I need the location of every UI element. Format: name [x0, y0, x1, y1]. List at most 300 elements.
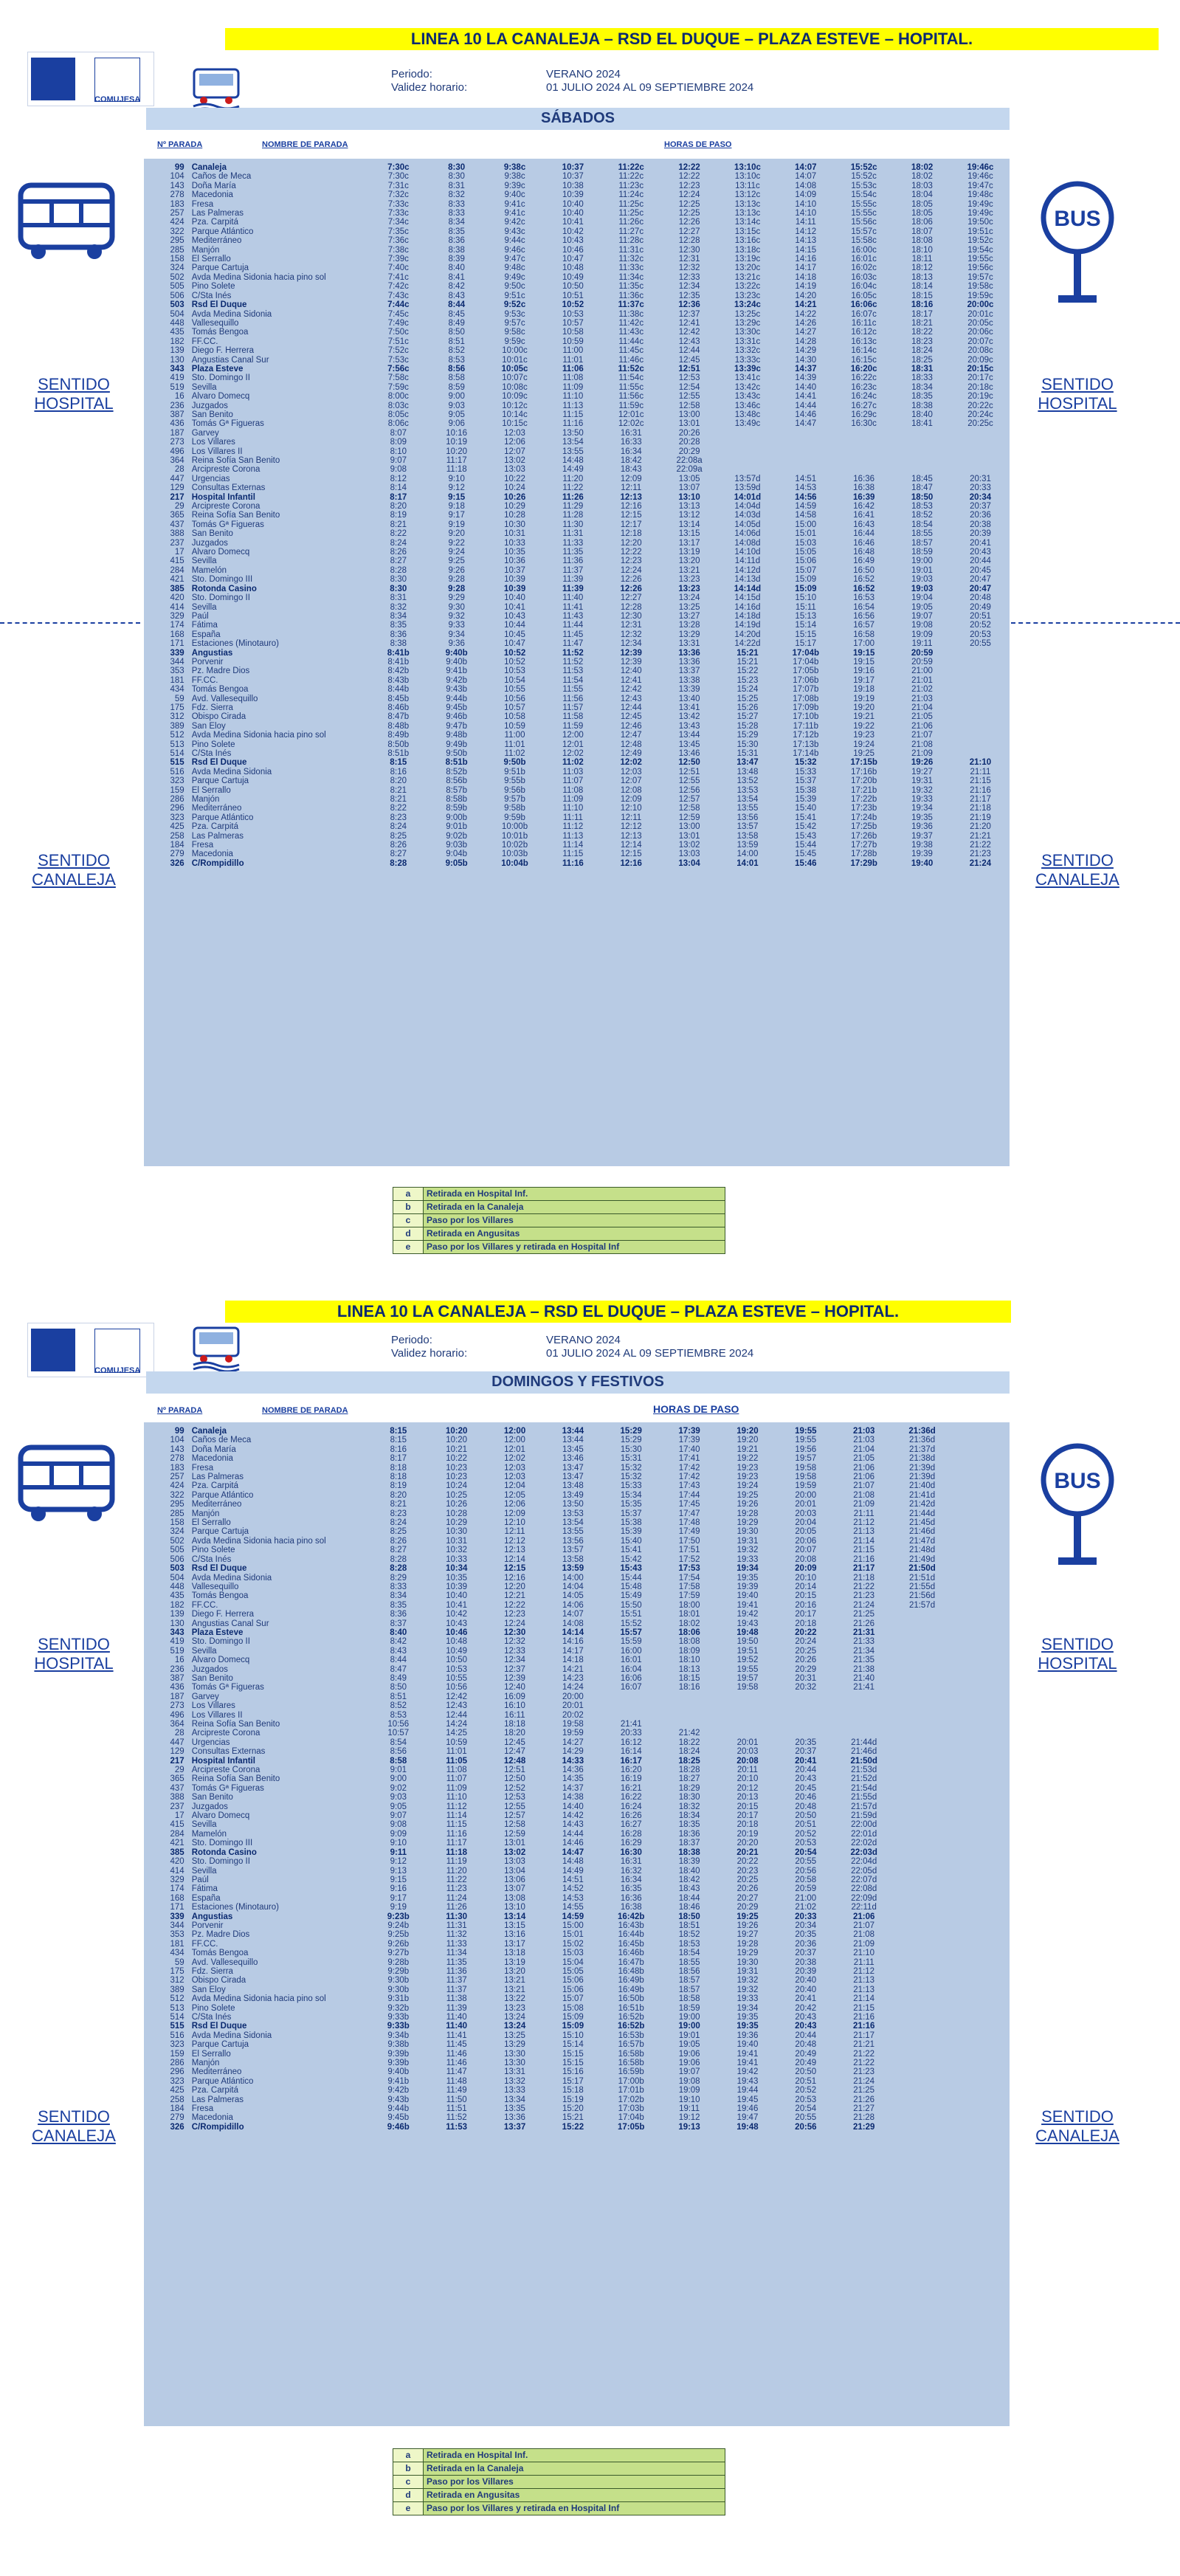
- pass-time: 16:04c: [851, 282, 877, 292]
- pass-time: 20:04: [795, 1518, 817, 1528]
- stop-name: Juzgados: [191, 1664, 228, 1674]
- pass-time: 21:13: [853, 1976, 875, 1986]
- legend-row: [393, 1214, 725, 1227]
- stop-name: San Benito: [191, 410, 233, 419]
- stop-name: Avda Medina Sidonia: [191, 767, 272, 776]
- legend-row: [393, 2502, 725, 2515]
- pass-time: 14:55: [562, 1903, 584, 1912]
- pass-time: 11:22c: [618, 172, 644, 182]
- table-row: [144, 1610, 1010, 1619]
- pass-time: 13:19: [678, 548, 700, 557]
- pass-time: 18:57: [911, 538, 933, 548]
- pass-time: 20:43: [795, 2022, 817, 2031]
- pass-time: 19:56: [795, 1444, 817, 1454]
- pass-time: 19:41: [736, 1600, 759, 1610]
- pass-time: 13:32: [504, 2076, 525, 2086]
- pass-time: [951, 749, 1010, 758]
- pass-time: [893, 2067, 951, 2076]
- pass-time: 11:08: [446, 1766, 467, 1775]
- pass-time: 13:14c: [734, 218, 761, 227]
- pass-time: 20:22: [736, 1857, 759, 1867]
- stop-number: 171: [170, 639, 184, 649]
- stop-number: 323: [170, 776, 184, 786]
- pass-time: 19:24: [853, 740, 875, 749]
- pass-time: 12:13: [620, 831, 642, 841]
- pass-time: [951, 1527, 1010, 1536]
- pass-time: 11:19: [446, 1857, 467, 1867]
- stop-number: 504: [170, 1573, 184, 1583]
- pass-time: 18:34: [911, 382, 933, 392]
- pass-time: 7:59c: [387, 382, 409, 392]
- pass-time: 17:47: [678, 1509, 700, 1518]
- pass-time: 21:48d: [908, 1546, 936, 1555]
- pass-time: 14:59: [795, 502, 817, 512]
- stop-number: 182: [170, 1600, 184, 1610]
- pass-time: [951, 465, 1010, 474]
- pass-time: [893, 1884, 951, 1893]
- pass-time: 18:59: [911, 548, 933, 557]
- stop-number: 365: [170, 511, 184, 520]
- pass-time: [951, 1757, 1010, 1766]
- pass-time: 9:00: [390, 1774, 407, 1784]
- stop-name: Canaleja: [191, 1427, 227, 1436]
- pass-time: 21:42: [678, 1729, 700, 1738]
- pass-time: 15:54c: [851, 190, 877, 200]
- pass-time: 9:40b: [445, 648, 468, 658]
- pass-time: 11:47: [446, 2067, 467, 2077]
- pass-time: 14:05: [562, 1591, 584, 1601]
- legend-value: Paso por los Villares y retirada en Hospital Inf: [424, 2502, 725, 2515]
- pass-time: 20:20: [736, 1839, 759, 1848]
- pass-time: 13:17: [504, 1939, 525, 1949]
- pass-time: 8:26: [390, 1536, 407, 1546]
- stop-number: 143: [170, 1444, 184, 1454]
- pass-time: 12:53: [504, 1793, 525, 1802]
- table-row: [144, 2004, 1010, 2013]
- pass-time: 11:03: [562, 767, 584, 776]
- table-row: [144, 1445, 1010, 1454]
- pass-time: 19:40: [911, 858, 934, 868]
- pass-time: 20:48: [795, 2040, 817, 2050]
- pass-time: [951, 1994, 1010, 2003]
- table-row: [144, 1637, 1010, 1646]
- pass-time: [776, 456, 835, 465]
- stop-name: Reina Sofía San Benito: [191, 456, 280, 465]
- pass-time: 13:30: [504, 2059, 525, 2068]
- pass-time: 21:26: [853, 2095, 875, 2104]
- pass-time: 14:20: [795, 291, 817, 300]
- pass-time: 19:48c: [967, 190, 993, 200]
- stop-name: Tomás Gª Figueras: [191, 520, 264, 529]
- pass-time: 16:52b: [618, 2013, 644, 2022]
- pass-time: 11:02: [504, 749, 525, 758]
- pass-time: 11:18: [446, 1847, 468, 1857]
- stop-number: 414: [170, 602, 184, 612]
- pass-time: 13:21: [504, 1985, 525, 1994]
- pass-time: 11:27c: [618, 227, 644, 236]
- pass-time: 9:28: [448, 584, 466, 593]
- stop-number: 448: [170, 318, 184, 328]
- pass-time: 7:52c: [387, 346, 409, 356]
- pass-time: 19:31: [911, 776, 933, 786]
- pass-time: 8:32: [448, 190, 465, 200]
- stop-number: 516: [170, 2031, 184, 2040]
- pass-time: 18:44: [678, 1893, 700, 1903]
- pass-time: 18:38: [678, 1847, 700, 1857]
- pass-time: 8:51b: [445, 758, 468, 768]
- periodo-value: VERANO 2024: [546, 1334, 621, 1346]
- stop-name: Mediterráneo: [191, 804, 242, 813]
- pass-time: 9:06: [448, 419, 465, 429]
- pass-time: 21:49d: [908, 1554, 936, 1564]
- pass-time: 13:24: [504, 2013, 525, 2022]
- pass-time: 13:21c: [734, 272, 761, 282]
- stop-number: 168: [170, 630, 184, 639]
- stop-number: 421: [170, 1839, 184, 1848]
- pass-time: 7:39c: [387, 255, 409, 264]
- pass-time: 12:43: [678, 337, 700, 346]
- pass-time: 13:23: [504, 2003, 525, 2013]
- legend-key: a: [393, 1188, 424, 1201]
- pass-time: 11:12: [446, 1802, 467, 1811]
- pass-time: 11:36: [562, 557, 584, 566]
- stop-number: 385: [170, 1847, 184, 1857]
- table-row: [144, 2104, 1010, 2113]
- stop-number: 513: [170, 2003, 184, 2013]
- pass-time: 19:55: [795, 1427, 817, 1436]
- pass-time: [951, 1921, 1010, 1930]
- pass-time: [719, 429, 777, 438]
- pass-time: 16:01c: [851, 255, 877, 264]
- pass-time: 12:23: [504, 1610, 525, 1619]
- legend-key: c: [393, 2476, 424, 2489]
- pass-time: [893, 2013, 951, 2022]
- pass-time: 21:08: [911, 740, 933, 749]
- pass-time: 17:23b: [851, 804, 877, 813]
- pass-time: [951, 667, 1010, 675]
- pass-time: 21:31: [852, 1628, 875, 1637]
- pass-time: 11:52: [446, 2113, 467, 2123]
- pass-time: 17:59: [678, 1591, 700, 1601]
- pass-time: 10:30: [446, 1527, 468, 1537]
- stop-number: 339: [170, 1912, 184, 1921]
- pass-time: 14:01: [736, 858, 759, 868]
- pass-time: 10:28: [446, 1509, 468, 1518]
- pass-time: 21:47d: [908, 1536, 936, 1546]
- stop-name: Las Palmeras: [191, 2095, 244, 2104]
- bus-front-icon: [15, 1443, 118, 1524]
- pass-time: [893, 1930, 951, 1939]
- pass-time: 11:43c: [618, 328, 644, 337]
- pass-time: 10:42: [446, 1610, 468, 1619]
- pass-time: 17:48: [678, 1518, 700, 1528]
- pass-time: 20:16: [795, 1600, 817, 1610]
- table-row: [144, 1537, 1010, 1546]
- pass-time: [951, 1500, 1010, 1509]
- stop-number: 496: [170, 1710, 184, 1720]
- pass-time: 19:20: [736, 1427, 759, 1436]
- pass-time: 12:06: [504, 438, 525, 447]
- pass-time: 8:41: [448, 272, 465, 282]
- pass-time: 12:51: [504, 1766, 525, 1775]
- pass-time: [893, 1720, 951, 1729]
- pass-time: 14:08: [562, 1619, 584, 1628]
- pass-time: [893, 1811, 951, 1820]
- pass-time: 18:35: [911, 392, 933, 402]
- table-row: [144, 1986, 1010, 1994]
- stop-name: Hospital Infantil: [191, 492, 255, 502]
- pass-time: 11:38c: [618, 309, 644, 319]
- pass-time: 15:07: [562, 1994, 584, 2004]
- pass-time: 11:39: [562, 584, 584, 593]
- stop-number: 29: [174, 502, 184, 512]
- pass-time: 11:38: [446, 1994, 467, 2004]
- pass-time: 16:38: [853, 483, 875, 493]
- pass-time: 8:36: [390, 1610, 407, 1619]
- stop-name: El Serrallo: [191, 785, 231, 795]
- pass-time: 15:31: [620, 1454, 642, 1464]
- pass-time: 14:53: [562, 1893, 584, 1903]
- stop-name: Rsd El Duque: [191, 1564, 247, 1574]
- pass-time: 14:29: [562, 1747, 584, 1757]
- pass-time: 16:46: [853, 538, 875, 548]
- pass-time: [893, 438, 951, 447]
- stop-number: 278: [170, 1454, 184, 1464]
- pass-time: 11:28: [562, 511, 584, 520]
- pass-time: 10:40: [446, 1591, 468, 1601]
- col-header-nombre: NOMBRE DE PARADA: [262, 140, 348, 149]
- pass-time: 11:55: [562, 685, 584, 695]
- pass-time: 9:38c: [504, 172, 525, 182]
- pass-time: 10:02b: [501, 841, 528, 850]
- pass-time: 13:31: [504, 2067, 525, 2077]
- pass-time: 19:58: [562, 1720, 584, 1729]
- stop-name: Pza. Carpitá: [191, 218, 238, 227]
- pass-time: 14:28: [795, 337, 817, 346]
- pass-time: 13:10c: [734, 163, 761, 172]
- pass-time: 10:01b: [501, 831, 528, 841]
- pass-time: 21:18: [853, 1573, 875, 1583]
- stop-number: 312: [170, 712, 184, 722]
- pass-time: [893, 1628, 951, 1637]
- pass-time: 8:09: [390, 438, 407, 447]
- stop-name: Diego F. Herrera: [191, 1610, 255, 1619]
- pass-time: 20:46: [795, 1793, 817, 1802]
- pass-time: 13:50: [562, 428, 584, 438]
- stop-name: Macedonia: [191, 2113, 233, 2123]
- pass-time: 13:12: [678, 511, 700, 520]
- pass-time: 9:59c: [504, 337, 525, 346]
- stop-name: Rsd El Duque: [191, 758, 247, 768]
- stop-name: Sto. Domingo III: [191, 575, 253, 585]
- pass-time: [893, 1683, 951, 1692]
- pass-time: [660, 1701, 719, 1710]
- table-row: [144, 2013, 1010, 2022]
- pass-time: 10:26: [503, 492, 526, 502]
- pass-time: 17:43: [678, 1481, 700, 1491]
- pass-time: 7:30c: [387, 163, 410, 172]
- pass-time: 19:41: [736, 2049, 759, 2059]
- pass-time: 20:37: [795, 1747, 817, 1757]
- stop-number: 217: [170, 492, 184, 502]
- pass-time: 10:47: [562, 255, 584, 264]
- pass-time: 12:28: [678, 236, 700, 246]
- pass-time: 16:00c: [851, 245, 877, 255]
- stop-name: Pz. Madre Dios: [191, 667, 250, 676]
- stop-name: Reina Sofía San Benito: [191, 1720, 280, 1729]
- pass-time: [951, 722, 1010, 731]
- pass-time: 17:22b: [851, 795, 877, 805]
- pass-time: 13:46c: [734, 401, 761, 410]
- pass-time: [951, 1774, 1010, 1783]
- pass-time: 8:15: [390, 758, 407, 768]
- pass-time: 10:53: [562, 309, 584, 319]
- pass-time: 21:07: [853, 1481, 875, 1491]
- table-row: [144, 703, 1010, 712]
- table-row: [144, 483, 1010, 492]
- stop-number: 181: [170, 1939, 184, 1949]
- pass-time: 12:45: [678, 355, 700, 365]
- pass-time: 21:39d: [908, 1463, 936, 1473]
- pass-time: 21:07: [911, 731, 933, 740]
- pass-time: 17:05b: [618, 2122, 645, 2132]
- pass-time: 17:40: [678, 1444, 700, 1454]
- pass-time: 20:39: [970, 529, 991, 539]
- pass-time: 14:13d: [734, 575, 761, 585]
- stop-name: Fátima: [191, 621, 218, 630]
- validez-label: Validez horario:: [391, 1347, 468, 1360]
- pass-time: 14:59: [562, 1912, 584, 1921]
- table-row: [144, 282, 1010, 291]
- pass-time: 8:59b: [446, 804, 468, 813]
- pass-time: [951, 1473, 1010, 1481]
- pass-time: 9:58c: [504, 328, 525, 337]
- stop-name: Los Villares II: [191, 1710, 243, 1720]
- pass-time: 8:56: [390, 1747, 407, 1757]
- comujesa-label: COMUJESA: [94, 95, 141, 104]
- pass-time: 14:18d: [734, 611, 761, 621]
- pass-time: 11:10: [562, 804, 584, 813]
- stop-number: 130: [170, 1619, 184, 1628]
- table-row: [144, 1884, 1010, 1893]
- pass-time: 19:52: [736, 1656, 759, 1665]
- pass-time: 10:53: [446, 1664, 468, 1674]
- stop-name: Álvaro Domecq: [191, 392, 250, 402]
- pass-time: [951, 658, 1010, 667]
- table-row: [144, 1747, 1010, 1756]
- pass-time: 10:07c: [502, 373, 528, 383]
- pass-time: 17:03b: [618, 2104, 644, 2114]
- pass-time: 15:07: [795, 565, 817, 575]
- pass-time: 20:18: [795, 1619, 817, 1628]
- table-row: [144, 1509, 1010, 1518]
- pass-time: [951, 447, 1010, 456]
- pass-time: 13:01: [504, 1839, 525, 1848]
- pass-time: 11:56: [562, 694, 584, 703]
- stop-number: 29: [174, 1766, 184, 1775]
- pass-time: 11:35c: [618, 282, 644, 292]
- pass-time: 15:52: [620, 1619, 642, 1628]
- pass-time: 20:01c: [967, 309, 993, 319]
- stop-name: Avd. Vallesequillo: [191, 694, 258, 703]
- pass-time: 10:49: [446, 1646, 468, 1656]
- legend-key: c: [393, 1214, 424, 1227]
- pass-time: 16:24c: [851, 392, 877, 402]
- pass-time: [893, 2113, 951, 2122]
- table-row: [144, 218, 1010, 227]
- pass-time: 20:44: [795, 2031, 817, 2040]
- stop-name: Porvenir: [191, 657, 224, 667]
- pass-time: 17:50: [678, 1536, 700, 1546]
- table-row: [144, 1656, 1010, 1664]
- pass-time: 17:05b: [793, 667, 819, 676]
- pass-time: 14:13: [795, 236, 817, 246]
- stop-name: Álvaro Domecq: [191, 1656, 250, 1665]
- pass-time: 21:24: [853, 2076, 875, 2086]
- pass-time: 11:07: [446, 1774, 467, 1784]
- pass-time: 10:50: [446, 1656, 468, 1665]
- pass-time: [893, 447, 951, 456]
- validez-value: 01 JULIO 2024 AL 09 SEPTIEMBRE 2024: [546, 1347, 754, 1360]
- pass-time: [893, 1994, 951, 2003]
- pass-time: 11:31c: [618, 245, 644, 255]
- pass-time: [835, 447, 893, 456]
- pass-time: 22:08d: [851, 1884, 877, 1894]
- stop-number: 387: [170, 1673, 184, 1683]
- pass-time: 19:50: [736, 1637, 759, 1647]
- table-row: [144, 502, 1010, 511]
- stop-name: Pza. Carpitá: [191, 822, 238, 832]
- pass-time: 13:29: [678, 630, 700, 639]
- pass-time: 11:44: [562, 621, 584, 630]
- pass-time: 14:33: [562, 1756, 584, 1766]
- pass-time: 16:12c: [851, 328, 877, 337]
- stop-name: Fátima: [191, 1884, 218, 1894]
- stop-name: Pino Solete: [191, 740, 235, 749]
- pass-time: 21:22: [970, 841, 991, 850]
- pass-time: [951, 1591, 1010, 1600]
- pass-time: 21:17: [970, 795, 991, 805]
- pass-time: 20:24: [795, 1637, 817, 1647]
- table-row: [144, 456, 1010, 465]
- pass-time: 14:08d: [734, 538, 761, 548]
- stop-number: 353: [170, 667, 184, 676]
- pass-time: 9:02b: [446, 831, 468, 841]
- pass-time: 15:05: [795, 548, 817, 557]
- pass-time: 19:50c: [967, 218, 993, 227]
- pass-time: 15:09: [562, 2013, 584, 2022]
- table-row: [144, 731, 1010, 740]
- pass-time: 13:54: [562, 438, 584, 447]
- pass-time: 12:41: [620, 675, 642, 685]
- pass-time: 20:38: [795, 1957, 817, 1967]
- pass-time: 8:15: [390, 1427, 407, 1436]
- pass-time: 20:52: [970, 621, 991, 630]
- pass-time: 20:51: [795, 2076, 817, 2086]
- domingos-section: [0, 1288, 1180, 2576]
- pass-time: 19:48: [736, 1628, 759, 1637]
- pass-time: 19:31: [736, 1536, 759, 1546]
- pass-time: 9:58b: [504, 804, 525, 813]
- stop-name: Avda Medina Sidonia hacia pino sol: [191, 731, 326, 740]
- pass-time: 20:54: [795, 1847, 817, 1857]
- pass-time: 12:14: [504, 1554, 525, 1564]
- table-row: [144, 200, 1010, 209]
- pass-time: 21:02: [911, 685, 933, 695]
- pass-time: 15:10: [562, 2031, 584, 2040]
- table-row: [144, 1793, 1010, 1802]
- pass-time: 15:40: [620, 1536, 642, 1546]
